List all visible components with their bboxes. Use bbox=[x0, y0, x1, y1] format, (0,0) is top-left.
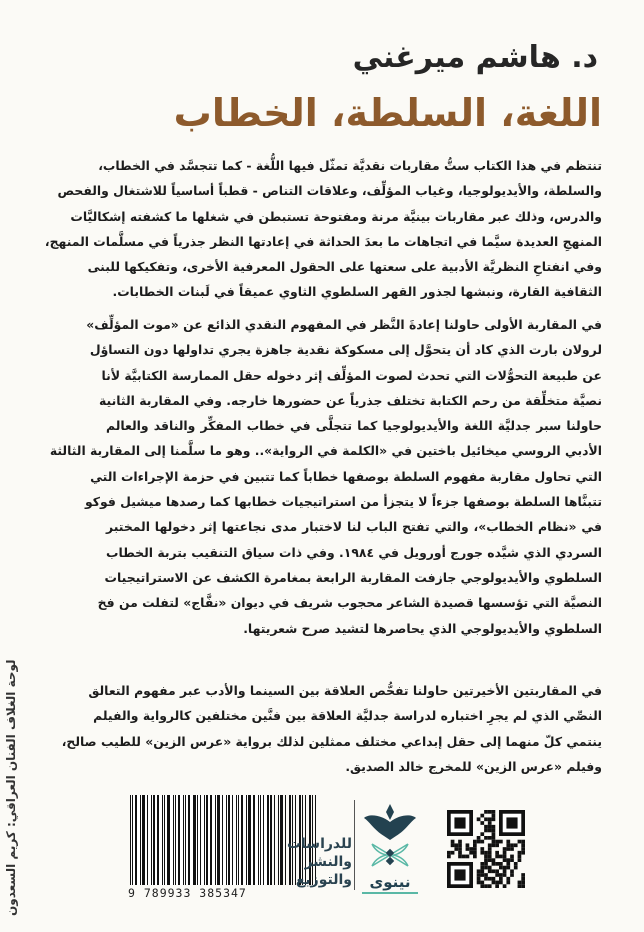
barcode-bar bbox=[226, 795, 227, 885]
qr-module bbox=[495, 881, 499, 885]
qr-module bbox=[477, 817, 481, 821]
qr-module bbox=[488, 817, 492, 821]
qr-module bbox=[488, 821, 492, 825]
qr-module bbox=[510, 855, 514, 859]
qr-module bbox=[492, 829, 496, 833]
qr-module bbox=[503, 866, 507, 870]
qr-module bbox=[499, 877, 503, 881]
qr-module bbox=[480, 814, 484, 818]
text-line: والدرس، وذلك عبر مقاربات بينيَّة مرنة ومفتوحة تستبطن في شغلها ما كشفته إشكاليَّات bbox=[70, 208, 602, 224]
qr-module bbox=[480, 873, 484, 877]
qr-module bbox=[488, 810, 492, 814]
qr-module bbox=[488, 869, 492, 873]
text-line: المنهجِ العديدة سيَّما في اتجاهات ما بعدَ الحداثة في إعادتها النظر جذرياً في مسلَّمات المنهج، bbox=[44, 233, 602, 249]
qr-module bbox=[488, 829, 492, 833]
text-line: تنتظم في هذا الكتاب ستُّ مقاربات نقديَّة تمثّل فيها اللُّغة - كما تتجسَّد في الخطاب، bbox=[98, 158, 602, 173]
qr-module bbox=[484, 836, 488, 840]
text-line: الثقافية القارة، ونبشها لجذور القهر السلطوي الثاوي عميقاً في لَبنات الخطابات. bbox=[112, 284, 602, 300]
qr-module bbox=[480, 862, 484, 866]
qr-code-icon bbox=[447, 808, 525, 890]
qr-module bbox=[503, 873, 507, 877]
qr-module bbox=[451, 851, 455, 855]
qr-module bbox=[492, 832, 496, 836]
barcode-bar bbox=[167, 795, 170, 885]
qr-module bbox=[458, 840, 462, 844]
qr-module bbox=[484, 829, 488, 833]
qr-module bbox=[518, 884, 522, 888]
barcode-bar bbox=[236, 795, 237, 885]
qr-module bbox=[492, 814, 496, 818]
qr-module bbox=[499, 862, 503, 866]
qr-module bbox=[469, 847, 473, 851]
qr-module bbox=[510, 869, 514, 873]
barcode-bar bbox=[246, 795, 247, 885]
qr-module bbox=[495, 851, 499, 855]
qr-module bbox=[495, 873, 499, 877]
qr-module bbox=[521, 873, 525, 877]
barcode-bar bbox=[162, 795, 163, 885]
barcode-bar bbox=[142, 795, 145, 885]
book-title: اللغة، السلطة، الخطاب bbox=[173, 91, 602, 135]
qr-module bbox=[506, 840, 510, 844]
qr-module bbox=[484, 884, 488, 888]
barcode-bar bbox=[274, 795, 275, 885]
text-line: في المقاربتين الأخيرتين حاولنا تفحُّص العلاقة بين السينما والأدب عبر مفهوم التعالق bbox=[88, 683, 602, 698]
qr-module bbox=[495, 862, 499, 866]
qr-module bbox=[477, 881, 481, 885]
qr-module bbox=[492, 877, 496, 881]
qr-module bbox=[492, 836, 496, 840]
publisher-line-3: والتوزيع bbox=[295, 872, 352, 888]
qr-module bbox=[466, 847, 470, 851]
barcode-bar bbox=[188, 795, 190, 885]
barcode-bar bbox=[206, 795, 208, 885]
qr-module bbox=[492, 825, 496, 829]
qr-module bbox=[506, 858, 510, 862]
qr-module bbox=[458, 855, 462, 859]
qr-module bbox=[488, 843, 492, 847]
barcode-bar bbox=[232, 795, 233, 885]
qr-module bbox=[510, 843, 514, 847]
barcode-bar bbox=[130, 795, 131, 885]
qr-module bbox=[480, 866, 484, 870]
text-line: نصيَّة متخلِّقة من رحم الكتابة تختلف جذرياً عن حضورها خارجه. وفي المقاربة الثانية bbox=[99, 392, 602, 408]
barcode-bar bbox=[215, 795, 216, 885]
text-line: السلطوي والأيديولوجي الذي يحاصرها لتشيد صرح شعريتها. bbox=[243, 620, 602, 636]
text-line: والسلطة، والأيديولوجيا، وغياب المؤلِّف، وعلاقات التناص - قطباً أساسياً للاشتغال والفحص bbox=[57, 183, 602, 199]
qr-module bbox=[518, 840, 522, 844]
qr-module bbox=[499, 840, 503, 844]
qr-module bbox=[492, 858, 496, 862]
qr-module bbox=[447, 851, 451, 855]
qr-module bbox=[499, 855, 503, 859]
qr-module bbox=[503, 884, 507, 888]
qr-module bbox=[451, 840, 455, 844]
qr-module bbox=[488, 884, 492, 888]
qr-module bbox=[484, 825, 488, 829]
qr-module bbox=[458, 843, 462, 847]
qr-module bbox=[458, 847, 462, 851]
qr-module bbox=[488, 836, 492, 840]
text-line: وفي انفتاحِ النظريَّة الأدبية على سعتها على الحقول المعرفية الأخرى، وتفكيكها للبنى bbox=[87, 259, 602, 275]
text-line: عن طبيعة التحوُّلات التي تحدث لصوت المؤلِّف إثر دخوله حقل الممارسة الكتابيَّة لأنا bbox=[101, 367, 602, 383]
qr-module bbox=[506, 866, 510, 870]
barcode-bar bbox=[183, 795, 184, 885]
barcode-bar bbox=[258, 795, 259, 885]
qr-module bbox=[492, 862, 496, 866]
qr-module bbox=[469, 851, 473, 855]
qr-module bbox=[488, 847, 492, 851]
qr-module bbox=[484, 877, 488, 881]
qr-module bbox=[506, 862, 510, 866]
qr-module bbox=[492, 810, 496, 814]
qr-module bbox=[484, 873, 488, 877]
qr-module bbox=[518, 881, 522, 885]
qr-module bbox=[480, 821, 484, 825]
qr-module bbox=[503, 855, 507, 859]
text-line: في المقاربة الأولى حاولنا إعادةَ النَّظر في المفهوم النقدي الذائع عن «موت المؤلِّف» bbox=[86, 317, 602, 332]
publisher-divider bbox=[354, 800, 355, 890]
qr-module bbox=[447, 855, 451, 859]
blurb-paragraph-1 bbox=[44, 153, 602, 305]
qr-module bbox=[466, 855, 470, 859]
qr-module bbox=[506, 817, 517, 828]
barcode-bar bbox=[204, 795, 205, 885]
qr-module bbox=[518, 858, 522, 862]
qr-module bbox=[473, 851, 477, 855]
qr-module bbox=[484, 858, 488, 862]
qr-module bbox=[521, 847, 525, 851]
text-line: النصِّي الذي لم يجرِ اختباره لدراسة جدليَّة العلاقة بين فنَّين مختلفين كالرواية والفيلم bbox=[93, 708, 602, 724]
text-line: تتبنَّاها السلطة بوصفها جزءاً لا يتجزأ من استراتيجيات خطابها كما رصدها ميشيل فوكو bbox=[84, 494, 602, 510]
qr-module bbox=[495, 840, 499, 844]
qr-module bbox=[473, 840, 477, 844]
qr-module bbox=[518, 851, 522, 855]
barcode-bar bbox=[135, 795, 137, 885]
qr-module bbox=[514, 862, 518, 866]
barcode-bar bbox=[200, 795, 201, 885]
text-line: النصيَّة التي تؤسسها قصيدة الشاعر محجوب شريف في ديوان «نفَّاج» لتفلت من فخ bbox=[97, 595, 602, 611]
cover-art-credit: لوحة الغلاف الفنان العراقي: كريم السعدون bbox=[4, 659, 18, 916]
qr-module bbox=[484, 862, 488, 866]
qr-module bbox=[480, 832, 484, 836]
publisher-tagline bbox=[276, 835, 352, 889]
blurb-paragraph-3 bbox=[61, 678, 602, 779]
qr-module bbox=[495, 855, 499, 859]
barcode-bar bbox=[270, 795, 272, 885]
publisher-line-1: للدراسات bbox=[286, 836, 352, 852]
qr-module bbox=[521, 877, 525, 881]
text-line: السلطوي والأيديولوجي جازفت المقاربة الرابعة بمغامرة الكشف عن الاستراتيجيات bbox=[104, 569, 602, 585]
qr-module bbox=[499, 881, 503, 885]
text-line: في «نظام الخطاب»، والتي تفتح الباب لنا لاختبار مدى نجاعتها إثر دخولها المختبر bbox=[106, 519, 602, 535]
qr-module bbox=[492, 881, 496, 885]
qr-module bbox=[480, 840, 484, 844]
qr-module bbox=[484, 810, 488, 814]
qr-module bbox=[499, 866, 503, 870]
qr-module bbox=[477, 869, 481, 873]
qr-module bbox=[462, 855, 466, 859]
qr-module bbox=[484, 851, 488, 855]
qr-module bbox=[473, 847, 477, 851]
barcode-bar bbox=[248, 795, 251, 885]
qr-module bbox=[492, 817, 496, 821]
isbn-number: 9 789933 385347 bbox=[128, 886, 247, 900]
barcode-bar bbox=[153, 795, 155, 885]
barcode-bar bbox=[178, 795, 180, 885]
barcode-bar bbox=[173, 795, 174, 885]
barcode-bar bbox=[157, 795, 159, 885]
barcode-bar bbox=[140, 795, 141, 885]
publisher-name: نينوى bbox=[362, 872, 418, 894]
barcode-bar bbox=[260, 795, 261, 885]
qr-module bbox=[484, 866, 488, 870]
qr-module bbox=[488, 858, 492, 862]
qr-module bbox=[518, 855, 522, 859]
qr-module bbox=[466, 843, 470, 847]
qr-module bbox=[510, 847, 514, 851]
text-line: الأدبي الروسي ميخائيل باختين في «الكلمة في الرواية».. وهو ما سلَّمنا إلى المقاربة الثالثة bbox=[49, 443, 602, 459]
qr-module bbox=[521, 851, 525, 855]
barcode-bar bbox=[193, 795, 196, 885]
qr-module bbox=[488, 825, 492, 829]
qr-module bbox=[477, 873, 481, 877]
qr-module bbox=[480, 881, 484, 885]
text-line: التي تحاول مقاربة مفهوم السلطة بوصفها خطاباً كما تتبين في حزمة الإجراءات التي bbox=[90, 468, 602, 484]
qr-module bbox=[514, 866, 518, 870]
barcode-bar bbox=[197, 795, 198, 885]
text-line: ينتمي كلّ منهما إلى حقل إبداعي مختلف ممثلين لذلك برواية «عرس الزين» للطيب صالح، bbox=[61, 733, 602, 749]
qr-module bbox=[506, 843, 510, 847]
qr-module bbox=[488, 877, 492, 881]
qr-module bbox=[506, 847, 510, 851]
qr-module bbox=[488, 855, 492, 859]
barcode-bar bbox=[132, 795, 133, 885]
qr-module bbox=[480, 851, 484, 855]
qr-module bbox=[506, 877, 510, 881]
isbn-barcode bbox=[130, 795, 270, 885]
qr-module bbox=[503, 858, 507, 862]
qr-module bbox=[492, 843, 496, 847]
barcode-bar bbox=[241, 795, 243, 885]
qr-module bbox=[454, 869, 465, 880]
text-line: السردي الذي شيَّده جورج أورويل في ١٩٨٤. وفي ذات سياق التنقيب بتربة الخطاب bbox=[106, 544, 602, 560]
qr-module bbox=[495, 884, 499, 888]
text-line: حاولنا سبر جدليَّة اللغة والأيديولوجيا كما تتجلَّى في خطاب المفكِّر والناقد والعالم bbox=[106, 418, 602, 434]
qr-module bbox=[521, 843, 525, 847]
barcode-bar bbox=[263, 795, 264, 885]
barcode-bar bbox=[217, 795, 220, 885]
qr-module bbox=[510, 873, 514, 877]
qr-module bbox=[484, 855, 488, 859]
qr-module bbox=[488, 866, 492, 870]
qr-module bbox=[521, 881, 525, 885]
qr-module bbox=[506, 881, 510, 885]
qr-module bbox=[503, 869, 507, 873]
text-line: لرولان بارت الذي كاد أن يتحوَّل إلى مسكوكة نقدية جاهزة يجري تداولها دون التساؤل bbox=[89, 342, 602, 358]
text-line: وفيلم «عرس الزين» للمخرج خالد الصديق. bbox=[345, 758, 602, 774]
qr-module bbox=[514, 843, 518, 847]
qr-module bbox=[480, 884, 484, 888]
qr-module bbox=[480, 869, 484, 873]
barcode-bar bbox=[175, 795, 176, 885]
qr-module bbox=[473, 855, 477, 859]
barcode-bar bbox=[267, 795, 269, 885]
publisher-logo-icon bbox=[360, 800, 420, 870]
qr-module bbox=[492, 840, 496, 844]
qr-module bbox=[451, 843, 455, 847]
qr-module bbox=[458, 851, 462, 855]
qr-module bbox=[492, 869, 496, 873]
barcode-bar bbox=[228, 795, 230, 885]
publisher-line-2: والنشر bbox=[304, 854, 352, 870]
qr-module bbox=[495, 843, 499, 847]
qr-module bbox=[499, 873, 503, 877]
barcode-bar bbox=[253, 795, 255, 885]
barcode-bar bbox=[210, 795, 212, 885]
blurb-paragraph-2 bbox=[49, 312, 602, 641]
barcode-bar bbox=[222, 795, 223, 885]
qr-module bbox=[454, 817, 465, 828]
qr-module bbox=[503, 847, 507, 851]
barcode-bar bbox=[147, 795, 148, 885]
qr-module bbox=[488, 851, 492, 855]
barcode-bar bbox=[151, 795, 152, 885]
qr-module bbox=[477, 840, 481, 844]
qr-module bbox=[521, 884, 525, 888]
qr-module bbox=[521, 840, 525, 844]
qr-module bbox=[503, 851, 507, 855]
barcode-bar bbox=[185, 795, 186, 885]
qr-module bbox=[480, 847, 484, 851]
qr-module bbox=[477, 877, 481, 881]
qr-module bbox=[477, 836, 481, 840]
qr-module bbox=[484, 817, 488, 821]
qr-module bbox=[510, 858, 514, 862]
qr-module bbox=[473, 843, 477, 847]
qr-module bbox=[495, 869, 499, 873]
barcode-bar bbox=[238, 795, 239, 885]
qr-module bbox=[454, 843, 458, 847]
qr-module bbox=[454, 847, 458, 851]
barcode-bar bbox=[164, 795, 165, 885]
author-name: د. هاشم ميرغني bbox=[352, 40, 598, 75]
